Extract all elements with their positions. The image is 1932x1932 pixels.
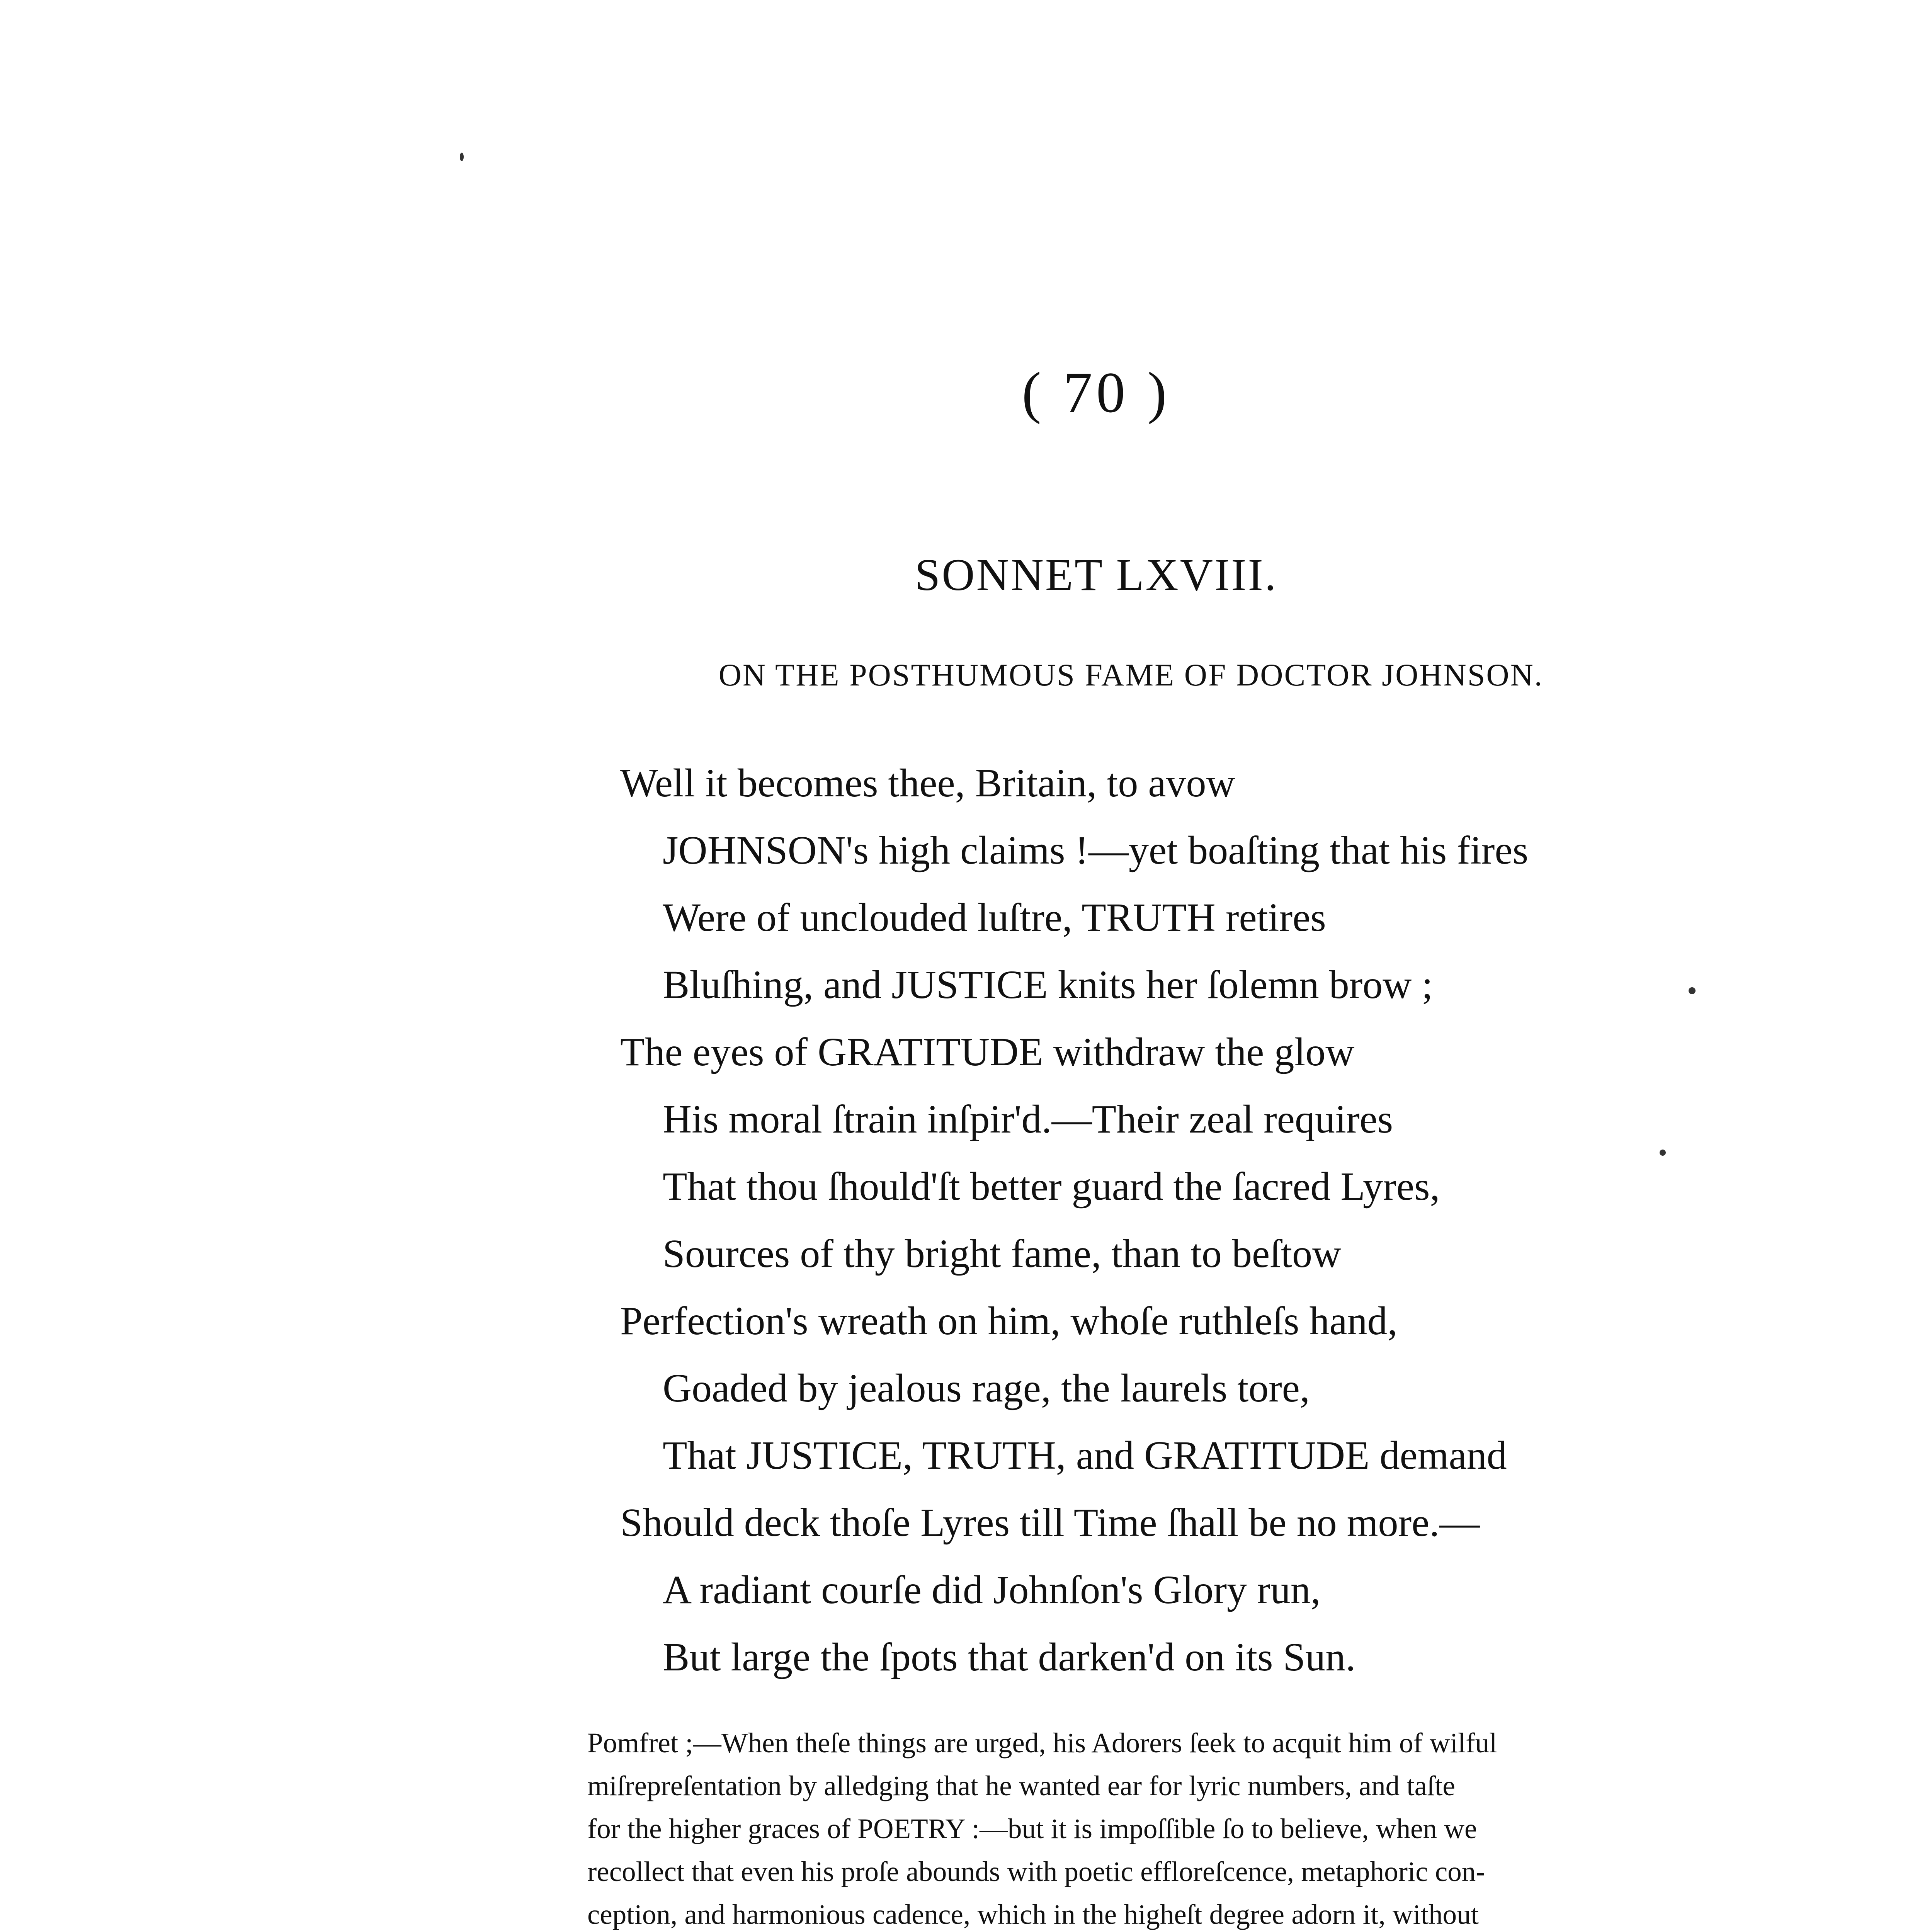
sonnet-title: SONNET LXVIII. xyxy=(915,549,1278,600)
poem-line: JOHNSON's high claims !—yet boaſting that his fires xyxy=(663,828,1529,872)
footnote-line: for the higher graces of POETRY :—but it is impoſſible ſo to believe, when we xyxy=(587,1813,1477,1844)
poem-line: His moral ſtrain inſpir'd.—Their zeal requires xyxy=(663,1097,1393,1141)
poem-line: A radiant courſe did Johnſon's Glory run, xyxy=(663,1568,1321,1612)
poem-line: Goaded by jealous rage, the laurels tore, xyxy=(663,1366,1310,1410)
ink-speck xyxy=(1689,987,1696,994)
footnote-line: miſrepreſentation by alledging that he wanted ear for lyric numbers, and taſte xyxy=(587,1770,1455,1801)
poem-line: Bluſhing, and JUSTICE knits her ſolemn brow ; xyxy=(663,963,1433,1007)
poem xyxy=(620,750,1663,1691)
poem-line: Well it becomes thee, Britain, to avow xyxy=(620,761,1235,805)
poem-line: But large the ſpots that darken'd on its Sun. xyxy=(663,1635,1356,1679)
poem-line: That JUSTICE, TRUTH, and GRATITUDE demand xyxy=(663,1433,1507,1478)
poem-line: The eyes of GRATITUDE withdraw the glow xyxy=(620,1030,1355,1074)
footnote-line: recollect that even his proſe abounds with poetic effloreſcence, metaphoric con- xyxy=(587,1856,1485,1887)
poem-line: Sources of thy bright fame, than to beſtow xyxy=(663,1231,1342,1276)
ink-speck xyxy=(460,153,464,161)
page-number: ( 70 ) xyxy=(1022,361,1171,425)
sonnet-subtitle: ON THE POSTHUMOUS FAME OF DOCTOR JOHNSON. xyxy=(718,657,1544,692)
footnote xyxy=(587,1721,1689,1932)
footnote-line: ception, and harmonious cadence, which in the higheſt degree adorn it, without xyxy=(587,1899,1479,1930)
poem-line: Were of unclouded luſtre, TRUTH retires xyxy=(663,895,1326,940)
footnote-line: Pomfret ;—When theſe things are urged, his Adorers ſeek to acquit him of wilful xyxy=(587,1727,1497,1759)
poem-line: Perfection's wreath on him, whoſe ruthleſs hand, xyxy=(620,1299,1398,1343)
poem-line: Should deck thoſe Lyres till Time ſhall be no more.— xyxy=(620,1500,1480,1545)
ink-speck xyxy=(1660,1150,1666,1156)
poem-line: That thou ſhould'ſt better guard the ſacred Lyres, xyxy=(663,1164,1440,1209)
